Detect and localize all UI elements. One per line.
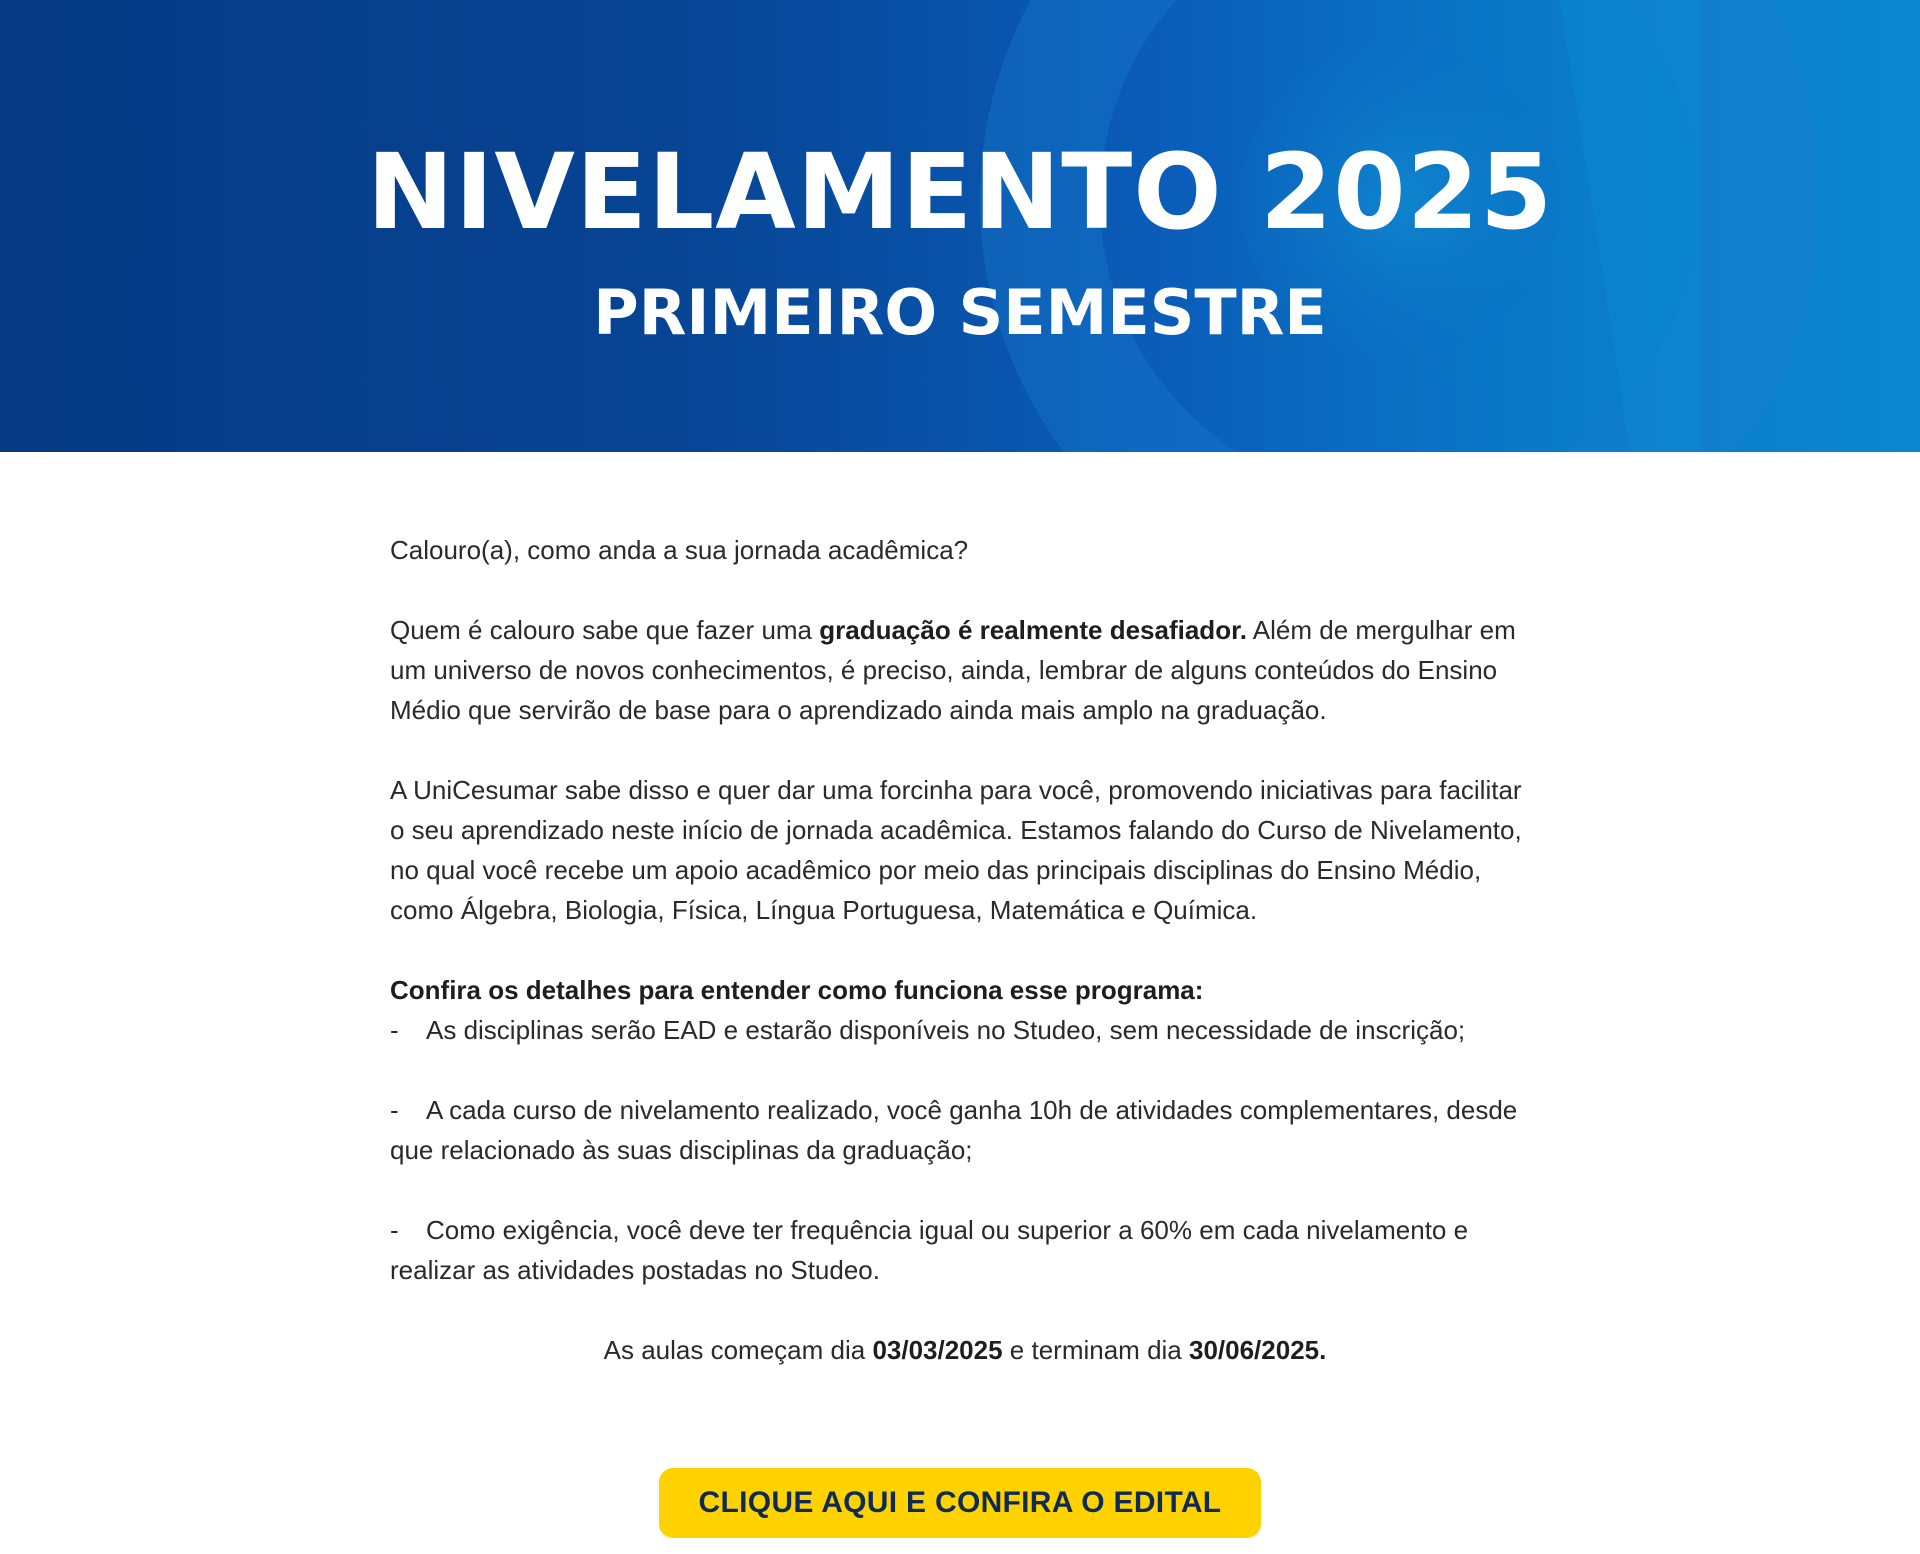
- list-dash: -: [390, 1095, 399, 1125]
- course-dates: [390, 1330, 1540, 1370]
- dates-text-middle: e terminam dia: [1002, 1335, 1189, 1365]
- edital-cta-button[interactable]: CLIQUE AQUI E CONFIRA O EDITAL: [659, 1468, 1262, 1538]
- cta-container: [0, 1468, 1920, 1538]
- intro-text-start: Quem é calouro sabe que fazer uma: [390, 615, 820, 645]
- details-title-text: Confira os detalhes para entender como funciona esse programa:: [390, 975, 1204, 1005]
- list-dash: -: [390, 1215, 399, 1245]
- hero-banner: [0, 0, 1920, 452]
- list-item-text: Como exigência, você deve ter frequência igual ou superior a 60% em cada nivelamento e realizar as atividades postadas no Studeo.: [390, 1215, 1469, 1285]
- page-title: NIVELAMENTO 2025: [366, 131, 1554, 253]
- list-item: [390, 1210, 1540, 1290]
- start-date: 03/03/2025: [872, 1335, 1003, 1365]
- details-title: [390, 970, 1540, 1010]
- list-item-text: As disciplinas serão EAD e estarão disponíveis no Studeo, sem necessidade de inscrição;: [426, 1015, 1466, 1045]
- dates-text-start: As aulas começam dia: [603, 1335, 873, 1365]
- list-item: [390, 1090, 1540, 1170]
- list-dash: -: [390, 1015, 399, 1045]
- intro-text-bold: graduação é realmente desafiador.: [819, 615, 1247, 645]
- intro-paragraph: [390, 610, 1540, 730]
- greeting-text: Calouro(a), como anda a sua jornada acadêmica?: [390, 535, 969, 565]
- intro-text-end: Além de mergulhar em um universo de novos conhecimentos, é preciso, ainda, lembrar de alguns conteúdos do Ensino Médio que servirão de base para o aprendizado ainda mais amplo na graduação.: [390, 615, 1516, 725]
- main-content: [390, 530, 1540, 1410]
- list-item-text: A cada curso de nivelamento realizado, você ganha 10h de atividades complementares, desde que relacionado às suas disciplinas da graduação;: [390, 1095, 1518, 1165]
- end-date: 30/06/2025.: [1188, 1335, 1327, 1365]
- unicesumar-paragraph: A UniCesumar sabe disso e quer dar uma forcinha para você, promovendo iniciativas para facilitar o seu aprendizado neste início de jornada acadêmica. Estamos falando do Curso de Nivelamento, no qual você recebe um apoio acadêmico por meio das principais disciplinas do Ensino Médio, como Álgebra, Biologia, Física, Língua Portuguesa, Matemática e Química.: [390, 775, 1522, 925]
- list-item: [390, 1010, 1540, 1050]
- page-subtitle: PRIMEIRO SEMESTRE: [593, 276, 1327, 349]
